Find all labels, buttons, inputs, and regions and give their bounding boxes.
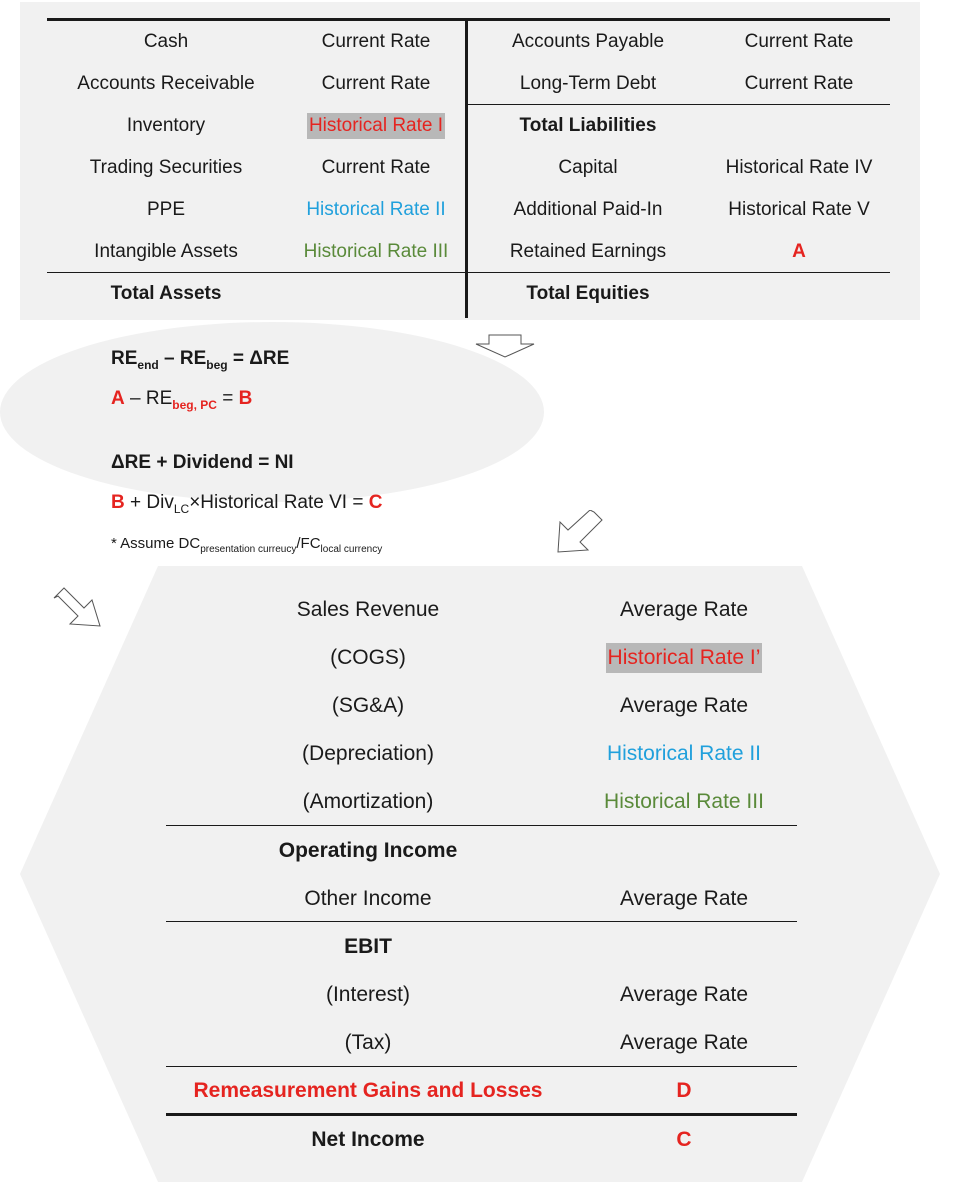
is-item-label: (Amortization)	[302, 790, 434, 813]
formula-var-b: B	[238, 388, 253, 409]
total-assets-label: Total Assets	[110, 283, 222, 304]
formula-subscript: LC	[173, 501, 190, 516]
formula-term: RE	[111, 348, 138, 369]
formula-term: + Div	[124, 492, 174, 513]
asset-rate: Current Rate	[321, 31, 431, 52]
assumption-note	[111, 535, 382, 555]
formula-var-c: C	[368, 492, 383, 513]
asset-rate-cell	[285, 105, 467, 147]
is-item-rate: Historical Rate III	[604, 790, 764, 813]
operating-income-label: Operating Income	[278, 839, 458, 862]
liability-label: Accounts Payable	[511, 31, 665, 52]
formula-operator: ×	[189, 492, 201, 513]
formula-net-income: ΔRE + Dividend = NI	[111, 452, 294, 473]
is-item-rate: Average Rate	[619, 887, 749, 910]
formula-var-b: B	[111, 492, 125, 513]
equity-label: Additional Paid-In	[513, 199, 663, 220]
formula-term: – RE	[124, 388, 173, 409]
liability-rate: Current Rate	[744, 31, 854, 52]
asset-rate: Historical Rate III	[303, 241, 449, 262]
formula-operator: –	[158, 348, 180, 369]
formula-re-change	[111, 348, 289, 372]
is-item-rate-cell	[572, 634, 796, 682]
is-item-label: (Interest)	[325, 983, 411, 1006]
asset-label: Accounts Receivable	[77, 73, 255, 94]
asset-label: Inventory	[126, 115, 206, 136]
is-item-label: Sales Revenue	[296, 598, 440, 621]
retained-earnings-marker: A	[792, 241, 806, 262]
equity-label: Capital	[558, 157, 618, 178]
remeasurement-label: Remeasurement Gains and Losses	[193, 1079, 543, 1102]
formula-subscript: beg	[206, 357, 228, 372]
is-item-rate: Average Rate	[619, 694, 749, 717]
net-income-marker: C	[676, 1128, 692, 1151]
asset-rate: Current Rate	[321, 73, 431, 94]
liability-label: Long-Term Debt	[519, 73, 657, 94]
asset-label: PPE	[146, 199, 186, 220]
is-item-rate: Average Rate	[619, 598, 749, 621]
is-item-label: (Tax)	[344, 1031, 392, 1054]
remeasurement-marker: D	[676, 1079, 692, 1102]
formula-subscript: beg, PC	[172, 397, 217, 412]
net-income-label: Net Income	[311, 1128, 425, 1151]
arrow-down-left-icon	[554, 510, 606, 554]
note-subscript: presentation curreucy	[200, 544, 297, 555]
note-subscript: local currency	[320, 544, 383, 555]
ebit-label: EBIT	[344, 935, 392, 958]
formula-rhs: = ΔRE	[227, 348, 290, 369]
total-equities-label: Total Equities	[526, 283, 650, 304]
formula-term: Historical Rate VI =	[200, 492, 369, 513]
asset-rate: Current Rate	[321, 157, 431, 178]
is-item-label: Other Income	[304, 887, 432, 910]
equity-rate: Historical Rate V	[728, 199, 870, 220]
operating-income-rule	[166, 825, 797, 826]
is-item-label: (COGS)	[330, 646, 406, 669]
asset-rate: Historical Rate II	[306, 199, 446, 220]
formula-var-a: A	[111, 388, 125, 409]
equity-rate: Historical Rate IV	[725, 157, 873, 178]
note-text: /FC	[296, 535, 321, 552]
is-item-label: (Depreciation)	[302, 742, 434, 765]
is-item-rate: Average Rate	[619, 1031, 749, 1054]
asset-rate-highlighted: Historical Rate I	[307, 113, 445, 139]
is-item-label: (SG&A)	[331, 694, 405, 717]
formula-a-minus-re	[111, 388, 252, 412]
formula-term: RE	[179, 348, 207, 369]
asset-label: Trading Securities	[89, 157, 243, 178]
is-item-rate-highlighted: Historical Rate I’	[606, 643, 763, 673]
formula-operator: =	[216, 388, 239, 409]
total-liabilities-label: Total Liabilities	[519, 115, 657, 136]
arrow-down-right-icon	[50, 582, 106, 630]
equity-label: Retained Earnings	[509, 241, 667, 262]
asset-label: Intangible Assets	[94, 241, 238, 262]
is-item-rate: Historical Rate II	[606, 742, 762, 765]
formula-subscript: end	[137, 357, 159, 372]
formula-c	[111, 492, 382, 516]
liability-rate: Current Rate	[744, 73, 854, 94]
ebit-rule	[166, 921, 797, 922]
is-item-rate: Average Rate	[619, 983, 749, 1006]
note-text: * Assume DC	[111, 535, 201, 552]
asset-label: Cash	[143, 31, 189, 52]
